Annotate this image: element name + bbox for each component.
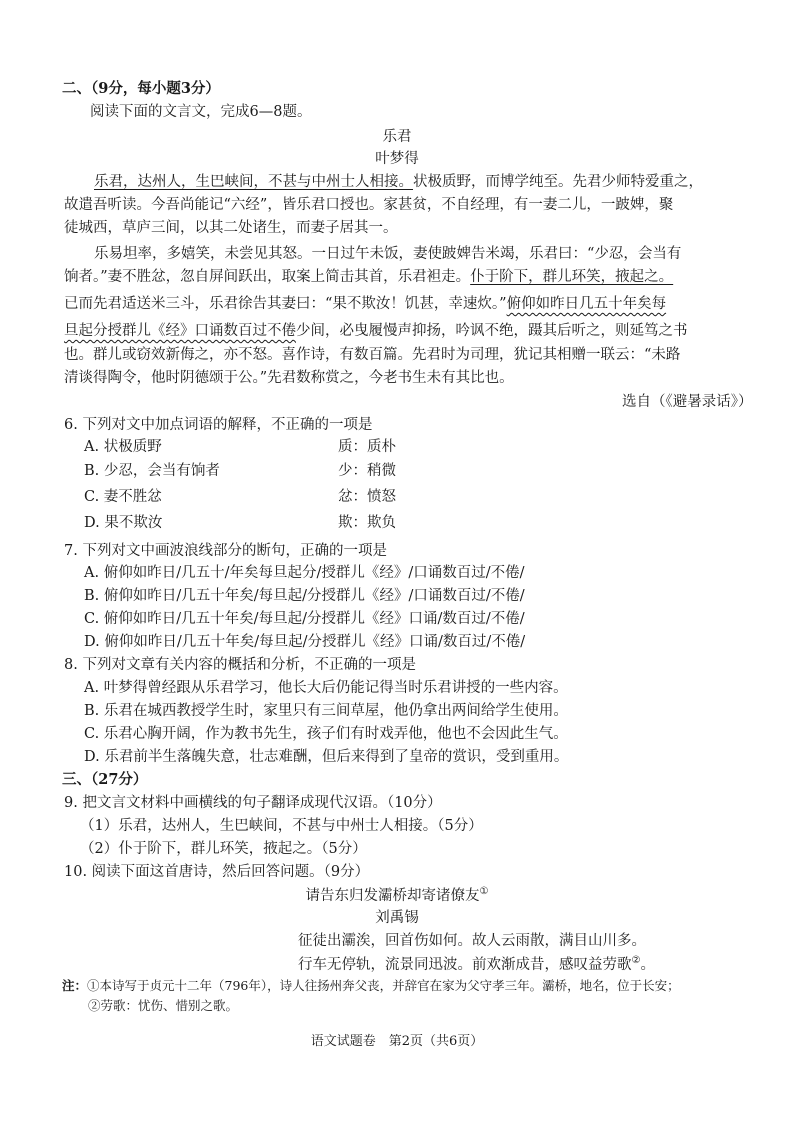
q8-stem: 8. 下列对文章有关内容的概括和分析，不正确的一项是 — [64, 657, 416, 673]
q9-item-2: （2）仆于阶下，群儿环笑，掖起之。（5分） — [80, 841, 367, 857]
passage-author: 叶梦得 — [375, 151, 419, 167]
q7-option-d: D. 俯仰如昨日/几五十年矣/每旦起/分授群儿《经》口诵/数百过/不倦/ — [84, 634, 526, 650]
q9-item-1: （1）乐君，达州人，生巴峡间，不甚与中州士人相接。（5分） — [80, 818, 483, 834]
underlined-sentence-1: 乐君，达州人，生巴峡间，不甚与中州士人相接。 — [94, 174, 413, 190]
q7-option-a: A. 俯仰如昨日/几五十/年矣每旦起分/授群儿《经》/口诵数百过/不倦/ — [84, 565, 525, 581]
passage-line-5-text: 饷者。”妻不胜忿，忽自屏间跃出，取案上简击其首，乐君袒走。 — [64, 269, 471, 285]
section-2-heading: 二、（9分，每小题3分） — [62, 80, 220, 97]
q6-option-c: C. 妻不胜忿 — [84, 489, 162, 505]
note-label: 注： — [62, 978, 88, 993]
passage-line-5 — [64, 268, 673, 286]
poem-line-2-text: 行车无停轨，流景同迅波。前欢渐成昔，感叹益劳歌 — [298, 956, 632, 973]
passage-line-9: 清谈得陶令，他时阴德颂于公。”先君数称赏之，今老书生未有其比也。 — [64, 370, 514, 386]
wavy-line-part-1: 俯仰如昨日几五十年矣每 — [506, 296, 667, 312]
note-1 — [62, 978, 680, 994]
q7-option-b: B. 俯仰如昨日/几五十年矣/每旦起/分授群儿《经》/口诵数百过/不倦/ — [84, 588, 525, 604]
passage-line-7-text: 少间，必曳履慢声抑扬，吟讽不绝，蹑其后听之，则延笃之书 — [296, 323, 688, 339]
poem-line-1: 征徒出灞涘，回首伤如何。故人云雨散，满目山川多。 — [298, 933, 646, 949]
q8-option-d: D. 乐君前半生落魄失意，壮志难酬，但后来得到了皇帝的赏识，受到重用。 — [84, 749, 569, 765]
underlined-sentence-2: 仆于阶下，群儿环笑，掖起之。 — [470, 269, 674, 285]
q8-option-b: B. 乐君在城西教授学生时，家里只有三间草屋，他仍拿出两间给学生使用。 — [84, 703, 568, 719]
poem-title-text: 请告东归发灞桥却寄诸僚友 — [305, 887, 480, 904]
q10-stem: 10. 阅读下面这首唐诗，然后回答问题。（9分） — [64, 864, 370, 880]
wavy-line-part-2: 旦起分授群儿《经》口诵数百过不倦 — [64, 323, 296, 339]
q6-option-b: B. 少忍，会当有饷者 — [84, 463, 220, 479]
passage-line-1 — [94, 173, 703, 191]
passage-line-6-text: 已而先君适送米三斗，乐君徐告其妻曰：“果不欺汝！饥甚，幸速炊。” — [64, 296, 507, 312]
passage-source: 选自（《避暑录话》） — [622, 394, 753, 410]
note-2: ②劳歌：忧伤、惜别之歌。 — [88, 998, 239, 1013]
q7-stem: 7. 下列对文中画波浪线部分的断句，正确的一项是 — [64, 543, 387, 559]
q6-option-d-gloss: 欺：欺负 — [338, 515, 396, 531]
passage-title: 乐君 — [382, 129, 412, 145]
section-3-heading: 三、（27分） — [62, 771, 148, 788]
q6-option-d: D. 果不欺汝 — [84, 515, 163, 531]
q8-option-c: C. 乐君心胸开阔，作为教书先生，孩子们有时戏弄他，他也不会因此生气。 — [84, 726, 568, 742]
passage-line-4: 乐易坦率，多嬉笑，未尝见其怒。一日过午未饭，妻使跛婢告米竭，乐君曰：“少忍，会当有 — [94, 246, 682, 262]
poem-title — [0, 886, 794, 905]
q6-option-b-gloss: 少：稍微 — [338, 463, 396, 479]
q6-option-a-gloss: 质：质朴 — [338, 439, 396, 455]
poem-line-2-note-mark: ② — [631, 955, 641, 966]
passage-line-6 — [64, 295, 666, 313]
q6-option-a: A. 状极质野 — [84, 439, 162, 455]
poem-author: 刘禹锡 — [375, 910, 419, 926]
passage-line-1-rest: 状极质野，而博学纯至。先君少师特爱重之， — [413, 174, 703, 190]
section-2-instruction: 阅读下面的文言文，完成6—8题。 — [90, 104, 312, 120]
poem-title-note-mark: ① — [479, 886, 489, 897]
q7-option-c: C. 俯仰如昨日/几五十年矣/每旦起/分授群儿《经》口诵/数百过/不倦/ — [84, 611, 525, 627]
page-footer: 语文试题卷 第2页（共6页） — [310, 1034, 484, 1049]
passage-line-7 — [64, 322, 688, 340]
q6-stem: 6. 下列对文中加点词语的解释，不正确的一项是 — [64, 417, 373, 433]
q8-option-a: A. 叶梦得曾经跟从乐君学习，他长大后仍能记得当时乐君讲授的一些内容。 — [84, 680, 568, 696]
poem-line-2 — [298, 955, 655, 974]
passage-line-3: 徒城西，草庐三间，以其二处诸生，而妻子居其一。 — [64, 220, 398, 236]
passage-line-2: 故遣吾听读。今吾尚能记“六经”，皆乐君口授也。家甚贫，不自经理，有一妻二儿，一跛婢，聚 — [64, 197, 674, 213]
passage-line-8: 也。群儿或窃效新侮之，亦不怒。喜作诗，有数百篇。先君时为司理，犹记其相赠一联云：“未路 — [64, 347, 681, 363]
q6-option-c-gloss: 忿：愤怒 — [338, 489, 396, 505]
poem-line-2-end: 。 — [640, 956, 655, 973]
q9-stem: 9. 把文言文材料中画横线的句子翻译成现代汉语。（10分） — [64, 795, 442, 811]
note-1-text: ①本诗写于贞元十二年（796年），诗人往扬州奔父丧，并辞官在家为父守孝三年。灞桥，地名，位于长安； — [87, 978, 680, 993]
